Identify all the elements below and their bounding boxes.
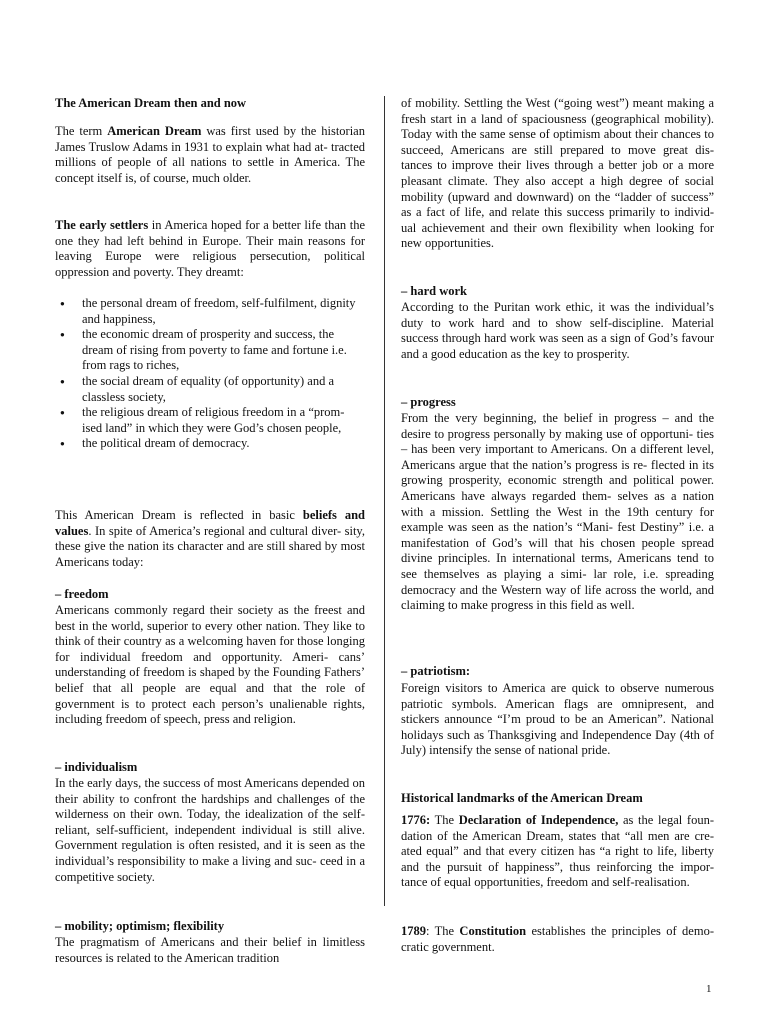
values-intro-paragraph: This American Dream is reflected in basic beliefs and values. In spite of America’s regional and cultural diver- sity, these give the nation its character and are still shared by most Americans today: (55, 508, 365, 569)
individualism-heading: – individualism (55, 760, 138, 774)
mobility-text-right: of mobility. Settling the West (“going west”) meant making a fresh start in a land of spaciousness (geographical mobility). Today with the same sense of optimism about their chances to succeed, Americans are still prepared to move great dis- tances to improve their lives through a better job or a more pleasant climate. They also accept a high degree of social mobility (upward and downward) on the “ladder of success” as a fact of life, and relate this success primarily to individ- ual achievement and their own flexibility when looking for new opportunities. (401, 96, 714, 251)
mobility-heading: – mobility; optimism; flexibility (55, 919, 225, 933)
progress-heading: – progress (401, 395, 456, 409)
patriotism-heading: – patriotism: (401, 664, 471, 678)
list-item: ● the religious dream of religious freedom in a “prom- ised land” in which they were God’s chosen people, (55, 405, 365, 436)
column-divider (384, 96, 385, 906)
freedom-text: Americans commonly regard their society as the freest and best in the world, superior to every other nation. They like to think of their country as a welcoming haven for those longing for individual freedom and opportunity. Ameri- cans’ understanding of freedom is shaped by the Founding Fathers’ belief that all people are equal and that the role of government is to protect each person’s unalienable rights, including freedom of speech, press and religion. (55, 603, 365, 727)
settlers-paragraph: The early settlers in America hoped for a better life than the one they had left behind in Europe. Their main reasons for leaving Europe were religious persecution, political oppression and poverty. They dreamt: (55, 218, 366, 279)
hard-work-heading: – hard work (401, 284, 467, 298)
freedom-heading: – freedom (55, 587, 109, 601)
individualism-text: In the early days, the success of most Americans depended on their ability to confront the hardships and challenges of the wilderness on their own. Today, the idealization of the self-reliant, self-sufficient, independent individual is still alive. Government regulation is often resisted, and it is seen as the individual’s responsibility to make a living and suc- ceed in a competitive society. (55, 776, 365, 884)
progress-text: From the very beginning, the belief in progress – and the desire to progress personally by making use of opportuni- ties – has been very important to Americans. On a different level, Americans argue that the nation’s progress is re- flected in its growing prosperity, economic strength and political power. Americans have always regarded them- selves as a nation with a mission. Settling the West in the 19th century for example was seen as the nation’s “Mani- fest Destiny” i.e. a manifestation of God’s will that his chosen people spread divine principles. In international terms, Americans tend to see themselves as playing a simi- lar role, i.e. spreading democracy and the Western way of life across the world, and claiming to make progress in this field as well. (401, 411, 714, 613)
landmark-1789: 1789: The Constitution establishes the principles of demo- cratic government. (401, 924, 714, 954)
list-item: ● the personal dream of freedom, self-fulfilment, dignity and happiness, (55, 296, 365, 327)
mobility-text-left: The pragmatism of Americans and their belief in limitless resources is related to the American tradition (55, 935, 365, 965)
patriotism-text: Foreign visitors to America are quick to observe numerous patriotic symbols. American flags are omnipresent, and stickers announce “I’m proud to be an American”. National holidays such as Thanksgiving and Independence Day (4th of July) intensify the sense of national pride. (401, 681, 714, 758)
hard-work-text: According to the Puritan work ethic, it was the individual’s duty to work hard and to show self-discipline. Material success through hard work was seen as a sign of God’s favour and a good education as the key to prosperity. (401, 300, 714, 361)
page-number: 1 (706, 983, 712, 995)
landmark-1776: 1776: The Declaration of Independence, as the legal foun- dation of the American Dream, states that “all men are cre- ated equal” and that every citizen has “a right to life, liberty and the pursuit of happiness”, thus reinforcing the impor- tance of equal opportunities, freedom and self-realisation. (401, 813, 714, 890)
page-title: The American Dream then and now (55, 96, 247, 110)
list-item: ● the political dream of democracy. (55, 436, 365, 452)
list-item: ● the economic dream of prosperity and success, the dream of rising from poverty to fame and fortune i.e. from rags to riches, (55, 327, 365, 374)
term-american-dream: American Dream (107, 124, 202, 138)
list-item: ● the social dream of equality (of opportunity) and a classless society, (55, 374, 365, 405)
landmarks-heading: Historical landmarks of the American Dream (401, 791, 643, 805)
dreams-list (55, 296, 365, 452)
intro-paragraph: The term American Dream was first used by the historian James Truslow Adams in 1931 to explain what had at- tracted millions of people of all nations to settle in America. The concept itself is, of course, much older. (55, 124, 365, 185)
